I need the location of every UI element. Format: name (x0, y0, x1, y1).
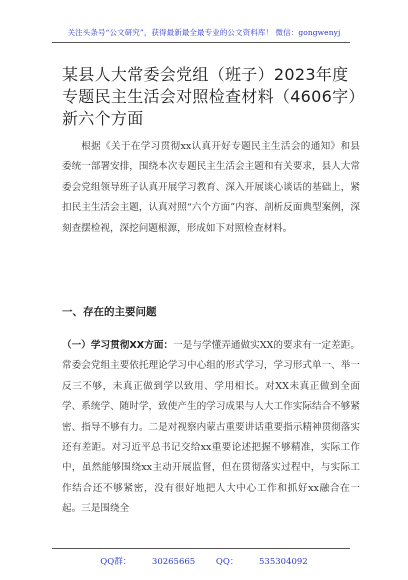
sub-heading: （一）学习贯彻XX方面： (62, 340, 174, 351)
header-note: 关注头条号“公文研究”，获得最新最全最专业的公文资料库！ 微信：gongwenyj (67, 28, 341, 37)
footer-divider (52, 548, 350, 549)
footer-note: QQ群： 30265665 QQ： 535304092 (100, 557, 308, 567)
header-divider (52, 42, 350, 43)
intro-paragraph: 根据《关于在学习贯彻xx认真开好专题民主生活会的通知》和县委统一部署安排，围绕本次专题民主生活会主题和有关要求，县人大常委会党组领导班子认真开展学习教育、深入开展谈心谈话的基础上，紧扣民主生活会主题，认真对照“六个方面”内容、剖析反面典型案例，深刻查摆检视，深挖问题根源，形成如下对照检查材料。 (62, 141, 360, 234)
body-text: 一是与学懂弄通做实XX的要求有一定差距。常委会党组主要依托理论学习中心组的形式学习，学习形式单一、举一反三不够，未真正做到学以致用、学用相长。对XX未真正做到全面学、系统学、随时学，致使产生的学习成果与人大工作实际结合不够紧密、指导不够有力。二是对视察内蒙古重要讲话重要指示精神贯彻落实还有差距。对习近平总书记交给xx重要论述把握不够精准，实际工作中，虽然能够围绕xx主动开展监督，但在贯彻落实过程中，与实际工作结合还不够紧密，没有很好地把人大中心工作和抓好xx融合在一起。三是围绕全 (62, 340, 360, 515)
body-paragraph (62, 336, 360, 520)
section-heading: 一、存在的主要问题 (62, 306, 157, 318)
document-title: 某县人大常委会党组（班子）2023年度专题民主生活会对照检查材料（4606字）新六个方面 (62, 65, 357, 128)
